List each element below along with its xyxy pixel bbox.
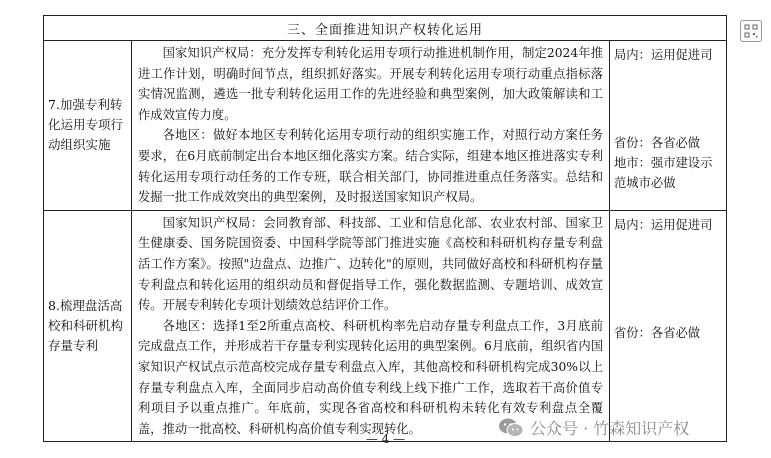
task-name-8: 8.梳理盘活高校和科研机构存量专利	[44, 210, 132, 442]
task-body-7	[132, 41, 610, 211]
resp-7-bureau: 局内：运用促进司	[614, 48, 713, 62]
policy-task-table	[43, 15, 727, 442]
resp-8-bureau: 局内：运用促进司	[614, 217, 713, 232]
task-8-local-paragraph: 各地区：选择1至2所重点高校、科研机构率先启动存量专利盘点工作，3月底前完成盘点工作，并形成若干存量专利实现转化运用的典型案例。6月底前，组织省内国家知识产权试点示范高校完成存量专利盘点入库，其他高校和科研机构完成30%以上存量专利盘点入库，全面同步启动高价值专利线上线下推广工作，选取若干高价值专利项目予以重点推广。年底前，实现各省高校和科研机构未转化有效专利盘点全覆盖，推动一批高校、科研机构高价值专利实现转化。	[138, 318, 603, 436]
wechat-icon	[498, 417, 524, 439]
task-responsibility-8	[610, 210, 727, 442]
task-responsibility-7	[610, 41, 727, 211]
watermark-text: 公众号 · 竹森知识产权	[530, 419, 690, 438]
resp-7-province: 省份：各省必做	[614, 136, 701, 150]
section-title: 三、全面推进知识产权转化运用	[44, 16, 727, 41]
task-body-8	[132, 210, 610, 442]
resp-8-province: 省份：各省必做	[614, 325, 701, 340]
task-7-national-paragraph: 国家知识产权局：充分发挥专利转化运用专项行动推进机制作用，制定2024年推进工作计划，明确时间节点，组织抓好落实。开展专利转化运用专项行动重点指标落实情况监测，遴选一批专利转化运用工作的先进经验和典型案例，加大政策解读和工作成效宣传力度。	[138, 46, 603, 122]
watermark	[498, 416, 689, 439]
task-7-local-paragraph: 各地区：做好本地区专利转化运用专项行动的组织实施工作，对照行动方案任务要求，在6月底前制定出台本地区细化落实方案。结合实际，组建本地区推进落实专利转化运用专项行动任务的工作专班，联合相关部门，协同推进重点任务落实。总结和发掘一批工作成效突出的典型案例，及时报送国家知识产权局。	[138, 128, 603, 205]
table-row	[44, 41, 727, 211]
task-name-7: 7.加强专利转化运用专项行动组织实施	[44, 41, 132, 211]
resp-7-city: 地市：强市建设示范城市必做	[614, 156, 713, 190]
page-number: — 4 —	[365, 432, 406, 446]
task-8-national-paragraph: 国家知识产权局：会同教育部、科技部、工业和信息化部、农业农村部、国家卫生健康委、国务院国资委、中国科学院等部门推进实施《高校和科研机构存量专利盘活工作方案》。按照"边盘点、边推广、边转化"的原则，共同做好高校和科研机构存量专利盘点和转化运用的组织动员和督促指导工作，强化数据监测、专题培训、成效宣传。开展专利转化专项计划绩效总结评价工作。	[138, 215, 603, 313]
table-title-row	[44, 16, 727, 41]
table-row	[44, 210, 727, 442]
qr-code-icon[interactable]	[740, 20, 762, 42]
